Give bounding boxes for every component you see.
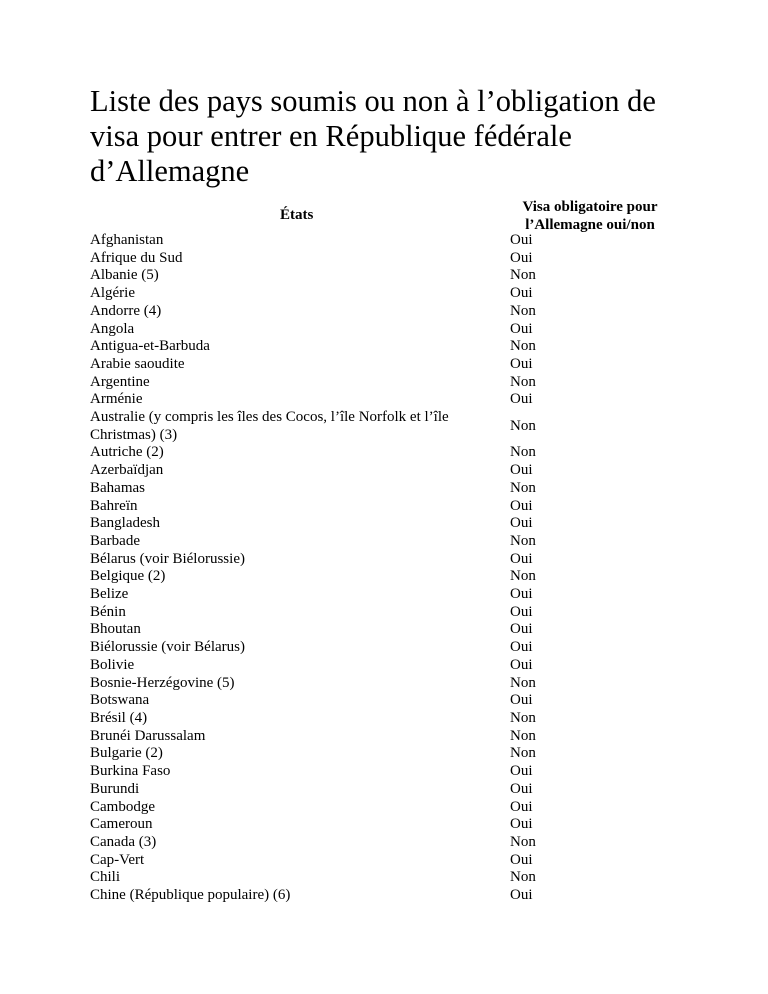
visa-required-value: Non [510, 674, 536, 691]
visa-required-value: Oui [510, 603, 533, 620]
table-row [90, 887, 710, 905]
visa-required-value: Oui [510, 816, 533, 833]
table-row [90, 409, 710, 444]
country-name: Australie (y compris les îles des Cocos, l’île Norfolk et l’île Christmas) (3) [90, 409, 449, 443]
visa-required-value: Oui [510, 692, 533, 709]
visa-required-value: Non [510, 338, 536, 355]
visa-required-value: Oui [510, 639, 533, 656]
table-row [90, 498, 710, 516]
table-row [90, 515, 710, 533]
country-name: Angola [90, 320, 135, 337]
table-row [90, 250, 710, 268]
country-name: Bangladesh [90, 515, 160, 532]
country-name: Bosnie-Herzégovine (5) [90, 674, 235, 691]
country-name: Cambodge [90, 798, 155, 815]
visa-required-value: Non [510, 727, 536, 744]
table-row [90, 285, 710, 303]
country-name: Belgique (2) [90, 568, 166, 585]
country-name: Cap-Vert [90, 851, 145, 868]
country-name: Chine (République populaire) (6) [90, 887, 291, 904]
country-name: Arabie saoudite [90, 355, 185, 372]
visa-required-value: Non [510, 373, 536, 390]
table-row [90, 816, 710, 834]
country-name: Brunéi Darussalam [90, 727, 206, 744]
table-row [90, 710, 710, 728]
visa-required-value: Non [510, 709, 536, 726]
table-row [90, 533, 710, 551]
page-title: Liste des pays soumis ou non à l’obligation de visa pour entrer en République fédérale d’Allemagne [90, 84, 656, 188]
country-name: Albanie (5) [90, 267, 159, 284]
table-row [90, 763, 710, 781]
country-name: Bolivie [90, 656, 135, 673]
country-name: Bhoutan [90, 621, 141, 638]
visa-required-value: Non [510, 532, 536, 549]
table-row [90, 303, 710, 321]
visa-required-value: Non [510, 267, 536, 284]
country-name: Cameroun [90, 816, 153, 833]
table-row [90, 657, 710, 675]
table-row [90, 586, 710, 604]
visa-required-value: Oui [510, 320, 533, 337]
table-row [90, 462, 710, 480]
country-name: Azerbaïdjan [90, 462, 164, 479]
table-row [90, 745, 710, 763]
country-name: Afghanistan [90, 232, 164, 248]
table-row [90, 356, 710, 374]
country-name: Canada (3) [90, 833, 157, 850]
visa-required-value: Oui [510, 232, 533, 248]
table-row [90, 232, 710, 250]
visa-required-value: Non [510, 745, 536, 762]
country-name: Chili [90, 869, 121, 886]
country-name: Burundi [90, 780, 140, 797]
visa-required-value: Oui [510, 550, 533, 567]
table-row [90, 551, 710, 569]
column-header-states: États [280, 207, 314, 223]
table-row [90, 391, 710, 409]
table-row [90, 639, 710, 657]
table-row [90, 799, 710, 817]
visa-required-value: Oui [510, 285, 533, 302]
table-row [90, 444, 710, 462]
table-row [90, 869, 710, 887]
visa-required-value: Non [510, 444, 536, 461]
table-row [90, 852, 710, 870]
table-row [90, 728, 710, 746]
visa-required-value: Non [510, 479, 536, 496]
visa-required-value: Oui [510, 887, 533, 904]
visa-required-value: Oui [510, 798, 533, 815]
visa-required-value: Oui [510, 391, 533, 408]
country-name: Bahreïn [90, 497, 138, 514]
country-name: Burkina Faso [90, 763, 171, 780]
visa-required-value: Non [510, 833, 536, 850]
country-name: Belize [90, 586, 129, 603]
visa-required-value: Oui [510, 586, 533, 603]
country-name: Botswana [90, 692, 150, 709]
table-row [90, 621, 710, 639]
country-name: Bulgarie (2) [90, 745, 163, 762]
table-row [90, 834, 710, 852]
country-name: Autriche (2) [90, 444, 164, 461]
country-name: Arménie [90, 391, 143, 408]
table-row [90, 604, 710, 622]
country-name: Brésil (4) [90, 709, 148, 726]
country-name: Bélarus (voir Biélorussie) [90, 550, 245, 567]
visa-required-value: Oui [510, 497, 533, 514]
country-name: Algérie [90, 285, 135, 302]
country-name: Bahamas [90, 479, 145, 496]
visa-required-value: Oui [510, 851, 533, 868]
table-row [90, 480, 710, 498]
table-row [90, 321, 710, 339]
visa-required-value: Non [510, 568, 536, 585]
visa-required-value: Oui [510, 462, 533, 479]
visa-required-value: Non [510, 302, 536, 319]
visa-required-value: Oui [510, 515, 533, 532]
country-name: Andorre (4) [90, 302, 162, 319]
visa-required-value: Oui [510, 656, 533, 673]
table-row [90, 781, 710, 799]
visa-required-value: Non [510, 417, 536, 434]
table-row [90, 675, 710, 693]
table-row [90, 338, 710, 356]
country-name: Antigua-et-Barbuda [90, 338, 210, 355]
visa-required-value: Oui [510, 621, 533, 638]
visa-required-value: Non [510, 869, 536, 886]
country-name: Argentine [90, 373, 150, 390]
visa-table [90, 232, 710, 905]
country-name: Bénin [90, 603, 126, 620]
visa-required-value: Oui [510, 355, 533, 372]
country-name: Afrique du Sud [90, 249, 183, 266]
country-name: Barbade [90, 532, 140, 549]
visa-required-value: Oui [510, 249, 533, 266]
country-name: Biélorussie (voir Bélarus) [90, 639, 245, 656]
column-header-visa: Visa obligatoire pour l’Allemagne oui/non [522, 199, 658, 233]
visa-required-value: Oui [510, 780, 533, 797]
table-row [90, 267, 710, 285]
table-row [90, 568, 710, 586]
visa-required-value: Oui [510, 763, 533, 780]
table-row [90, 374, 710, 392]
table-row [90, 692, 710, 710]
